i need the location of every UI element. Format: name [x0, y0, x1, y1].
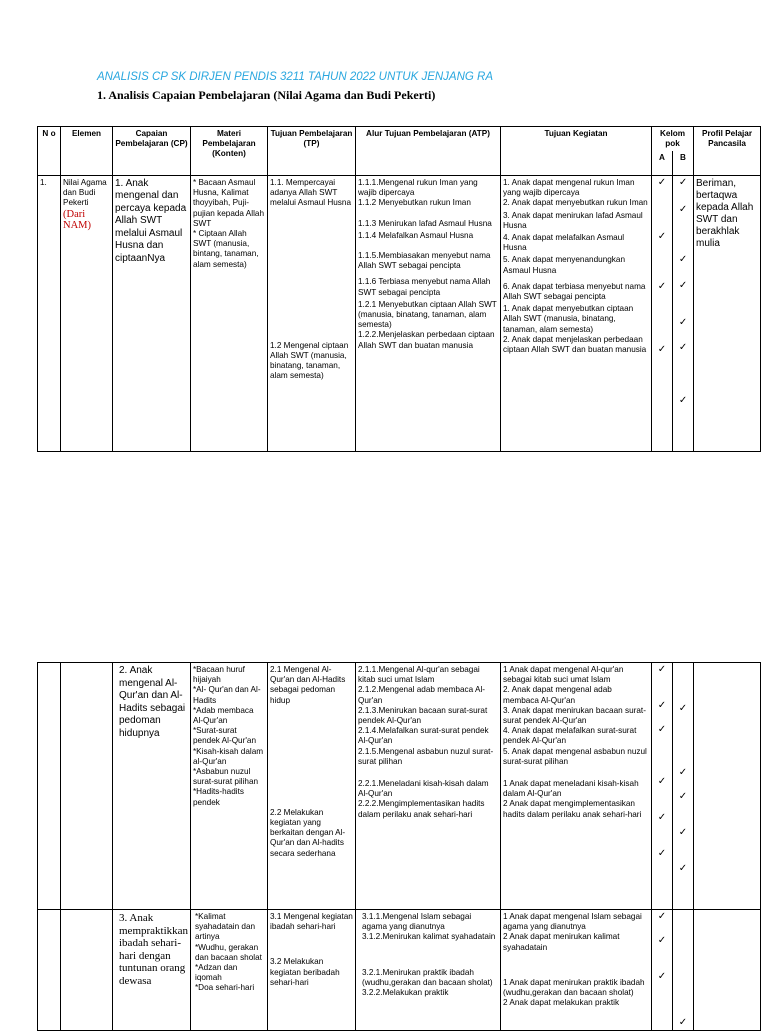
atp-item: 1.2.1 Menyebutkan ciptaan Allah SWT (manusia, binatang, tanaman, alam semesta): [358, 299, 497, 330]
atp-item: 2.1.3.Menirukan bacaan surat-surat pendek Al-Qur'an: [358, 705, 488, 726]
kegiatan-item: 6. Anak dapat terbiasa menyebut nama Allah SWT sebagai pencipta: [503, 281, 646, 301]
tp-2-1: 2.1 Mengenal Al-Qur'an dan Al-Hadits sebagai pedoman hidup: [270, 665, 346, 705]
row1-tp: [268, 175, 356, 451]
check-mark: ✓: [657, 848, 667, 859]
header-no: N o: [38, 127, 61, 176]
cp-analysis-table-1: [37, 126, 761, 452]
check-mark: ✓: [678, 1017, 688, 1028]
kegiatan-item: 1 Anak dapat mengenal Islam sebagai agama yang dianutnya: [503, 912, 642, 932]
row2-kegiatan: [501, 663, 652, 910]
atp-item: 2.1.2.Mengenal adab membaca Al-Qur'an: [358, 685, 485, 705]
kegiatan-item: 5. Anak dapat menyenandungkan Asmaul Husna: [503, 255, 626, 275]
header-profil: Profil Pelajar Pancasila: [694, 127, 761, 176]
atp-item: 2.1.1.Mengenal Al-qur'an sebagai kitab suci umat Islam: [358, 665, 480, 685]
header-kelompok: Kelom pok: [652, 127, 694, 152]
header-elemen: Elemen: [61, 127, 113, 176]
row2-group-b: [673, 663, 694, 910]
elemen-name: Nilai Agama dan Budi Pekerti: [63, 177, 107, 208]
section-heading: 1. Analisis Capaian Pembelajaran (Nilai Agama dan Budi Pekerti): [97, 88, 436, 102]
kegiatan-item: 3. Anak dapat menirukan lafad Asmaul Husna: [503, 210, 643, 230]
check-mark: ✓: [678, 341, 688, 353]
atp-item: 1.2.2.Menjelaskan perbedaan ciptaan Allah SWT dan buatan manusia: [358, 330, 495, 350]
document-title: ANALISIS CP SK DIRJEN PENDIS 3211 TAHUN 2022 UNTUK JENJANG RA: [97, 71, 494, 83]
row1-elemen: [61, 175, 113, 451]
row2-materi: *Bacaan huruf hijaiyah *Al- Qur'an dan Al-Hadits *Adab membaca Al-Qur'an *Surat-surat pendek Al-Qur'an *Kisah-kisah dalam al-Qur'an *Asbabun nuzul surat-surat pilihan *Hadits-hadits pendek: [191, 663, 268, 910]
check-mark: ✓: [657, 700, 667, 711]
check-mark: ✓: [657, 935, 667, 946]
check-mark: ✓: [657, 971, 667, 982]
check-mark: ✓: [657, 230, 667, 242]
row1-no: 1.: [38, 175, 61, 451]
cp-analysis-table-2: [37, 662, 761, 1031]
kegiatan-item: 4. Anak dapat melafalkan Asmaul Husna: [503, 232, 625, 253]
atp-item: 3.2.2.Melakukan praktik: [362, 988, 449, 998]
tp-3-2: 3.2 Melakukan kegiatan beribadah sehari-hari: [270, 957, 340, 987]
check-mark: ✓: [678, 767, 688, 778]
kegiatan-item: 2 Anak dapat mengimplementasikan hadits dalam perilaku anak sehari-hari: [503, 799, 642, 819]
atp-item: 1.1.6 Terbiasa menyebut nama Allah SWT sebagai pencipta: [358, 277, 491, 297]
row1-group-b: [673, 175, 694, 451]
tp-2-2: 2.2 Melakukan kegiatan yang berkaitan dengan Al-Qur'an dan Al-hadits secara sederhana: [270, 807, 346, 858]
row2-no: [38, 663, 61, 910]
row3-no: [38, 910, 61, 1031]
row2-group-a: [652, 663, 673, 910]
row1-cp: 1. Anak mengenal dan percaya kepada Allah SWT melalui Asmaul Husna dan ciptaanNya: [113, 175, 191, 451]
kegiatan-item: 2. Anak dapat menjelaskan perbedaan ciptaan Allah SWT dan buatan manusia: [503, 334, 647, 354]
row1-atp: [356, 175, 501, 451]
atp-item: 1.1.1.Mengenal rukun Iman yang wajib dipercaya: [358, 177, 478, 198]
atp-item: 1.1.5.Membiasakan menyebut nama Allah SWT sebagai pencipta: [358, 250, 491, 271]
row2-cp: 2. Anak mengenal Al-Qur'an dan Al-Hadits sebagai pedoman hidupnya: [113, 663, 191, 910]
check-mark: ✓: [657, 280, 667, 292]
check-mark: ✓: [678, 827, 688, 838]
check-mark: ✓: [678, 176, 688, 188]
check-mark: ✓: [657, 664, 667, 675]
row3-cp: 3. Anak mempraktikkan ibadah sehari-hari dengan tuntunan orang dewasa: [113, 910, 191, 1031]
row3-group-b: [673, 910, 694, 1031]
header-a: A: [652, 151, 673, 175]
check-mark: ✓: [657, 911, 667, 922]
kegiatan-item: 1 Anak dapat menirukan praktik ibadah (wudhu,gerakan dan bacaan sholat): [503, 977, 645, 998]
tp-1-2: 1.2 Mengenal ciptaan Allah SWT (manusia, binatang, tanaman, alam semesta): [270, 340, 349, 381]
row3-profil: [694, 910, 761, 1031]
kegiatan-item: 2. Anak dapat menyebutkan rukun Iman: [503, 198, 648, 208]
check-mark: ✓: [678, 703, 688, 714]
atp-item: 2.1.5.Mengenal asbabun nuzul surat-surat pilihan: [358, 746, 494, 766]
check-mark: ✓: [657, 812, 667, 823]
header-materi: Materi Pembelajaran (Konten): [191, 127, 268, 176]
row3-group-a: [652, 910, 673, 1031]
kegiatan-item: 1 Anak dapat mengenal Al-qur'an sebagai kitab suci umat Islam: [503, 665, 624, 685]
row1-profil: Beriman, bertaqwa kepada Allah SWT dan berakhlak mulia: [694, 175, 761, 451]
atp-item: 2.2.2.Mengimplementasikan hadits dalam perilaku anak sehari-hari: [358, 799, 485, 819]
row1-materi: * Bacaan Asmaul Husna, Kalimat thoyyibah, Puji-pujian kepada Allah SWT * Ciptaan Allah SWT (manusia, bintang, tanaman, alam semesta): [191, 175, 268, 451]
row3-tp: [268, 910, 356, 1031]
row1-group-a: [652, 175, 673, 451]
kegiatan-item: 1. Anak dapat mengenal rukun Iman yang wajib dipercaya: [503, 177, 635, 198]
atp-item: 1.1.2 Menyebutkan rukun Iman: [358, 198, 471, 208]
row3-materi: *Kalimat syahadatain dan artinya *Wudhu, gerakan dan bacaan sholat *Adzan dan iqomah *Doa sehari-hari: [191, 910, 268, 1031]
check-mark: ✓: [678, 394, 688, 406]
atp-item: 3.1.1.Mengenal Islam sebagai agama yang dianutnya: [362, 912, 472, 932]
atp-item: 3.2.1.Menirukan praktik ibadah (wudhu,gerakan dan bacaan sholat): [362, 967, 493, 987]
row2-profil: [694, 663, 761, 910]
atp-item: 2.1.4.Melafalkan surat-surat pendek Al-Qur'an: [358, 726, 489, 746]
check-mark: ✓: [678, 253, 688, 265]
check-mark: ✓: [657, 724, 667, 735]
kegiatan-item: 2. Anak dapat mengenal adab membaca Al-Qur'an: [503, 685, 612, 705]
tp-1-1: 1.1. Mempercayai adanya Allah SWT melalui Asmaul Husna: [270, 177, 352, 208]
check-mark: ✓: [657, 343, 667, 355]
atp-item: 1.1.3 Menirukan lafad Asmaul Husna: [358, 218, 492, 228]
row2-elemen: [61, 663, 113, 910]
check-mark: ✓: [657, 776, 667, 787]
check-mark: ✓: [678, 279, 688, 291]
row2-atp: [356, 663, 501, 910]
kegiatan-item: 2 Anak dapat melakukan praktik: [503, 998, 620, 1008]
header-tp: Tujuan Pembelajaran (TP): [268, 127, 356, 176]
row1-kegiatan: [501, 175, 652, 451]
check-mark: ✓: [678, 203, 688, 215]
check-mark: ✓: [678, 863, 688, 874]
kegiatan-item: 2 Anak dapat menirukan kalimat syahadatain: [503, 932, 620, 952]
tp-3-1: 3.1 Mengenal kegiatan ibadah sehari-hari: [270, 912, 353, 932]
kegiatan-item: 3. Anak dapat menirukan bacaan surat-surat pendek Al-Qur'an: [503, 705, 646, 726]
check-mark: ✓: [678, 791, 688, 802]
row3-atp: [356, 910, 501, 1031]
header-kegiatan: Tujuan Kegiatan: [501, 127, 652, 176]
kegiatan-item: 5. Anak dapat mengenal asbabun nuzul surat-surat pilihan: [503, 746, 647, 766]
row3-elemen: [61, 910, 113, 1031]
header-atp: Alur Tujuan Pembelajaran (ATP): [356, 127, 501, 176]
elemen-note: (Dari NAM): [63, 208, 91, 231]
kegiatan-item: 1. Anak dapat menyebutkan ciptaan Allah SWT (manusia, binatang, tanaman, alam semesta): [503, 304, 634, 334]
check-mark: ✓: [657, 176, 667, 188]
header-b: B: [673, 151, 694, 175]
atp-item: 2.2.1.Meneladani kisah-kisah dalam Al-Qur'an: [358, 779, 489, 799]
atp-item: 3.1.2.Menirukan kalimat syahadatain: [362, 932, 496, 942]
atp-item: 1.1.4 Melafalkan Asmaul Husna: [358, 230, 474, 240]
row2-tp: [268, 663, 356, 910]
header-cp: Capaian Pembelajaran (CP): [113, 127, 191, 176]
kegiatan-item: 1 Anak dapat meneladani kisah-kisah dalam Al-Qur'an: [503, 779, 639, 799]
row3-kegiatan: [501, 910, 652, 1031]
check-mark: ✓: [678, 316, 688, 328]
kegiatan-item: 4. Anak dapat melafalkan surat-surat pendek Al-Qur'an: [503, 726, 637, 746]
